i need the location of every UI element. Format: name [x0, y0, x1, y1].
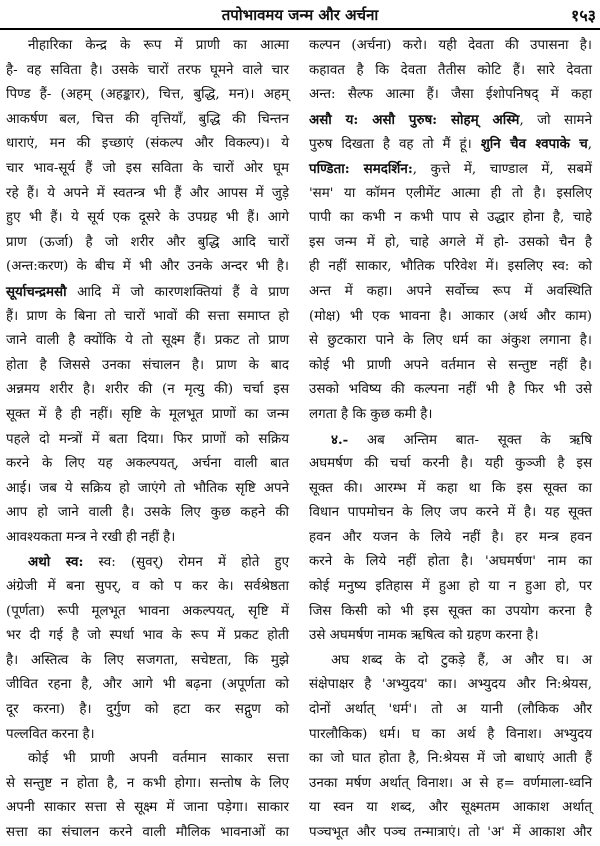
text-segment: आप हो जाने वाली है। उसके लिए कुछ कहने की: [6, 505, 289, 521]
text-line: [6, 354, 289, 379]
text-segment: पल्लवित करना है।: [6, 726, 95, 742]
text-line: [6, 182, 289, 207]
text-segment: हवन और यजन के लिये नहीं है। हर मन्त्र हवन: [309, 529, 592, 545]
text-line: [309, 305, 592, 330]
text-segment: चार भाव-सूर्य हैं जो इस सविता के चारों ओर घूम: [6, 160, 289, 176]
text-segment: (पूर्णता) रूपी मूलभूत भावना अकल्पयत्, सृष्टि में: [6, 603, 289, 619]
text-segment: रहे हैं। ये अपने में स्वतन्त्र भी हैं और आपस में जुड़े: [6, 185, 289, 201]
text-segment: आकर्षण बल, चित्त की वृत्तियाँ, बुद्धि की चिन्तन: [6, 111, 289, 127]
text-segment: उनका मर्षण अर्थात् विनाश। अ से ह= वर्णमाला-ध्वनि: [309, 775, 592, 791]
text-segment: आवश्यकता मन्त्र ने रखी ही नहीं है।: [6, 529, 176, 545]
text-segment: पहले दो मन्त्रों में बता दिया। फिर प्राणों को सक्रिय: [6, 431, 289, 447]
text-segment: है। अस्तित्व के लिए सजगता, सचेष्टता, कि मुझे: [6, 652, 289, 668]
text-segment: या स्वन या शब्द, और सूक्ष्मतम आकाश अर्थात्: [309, 800, 592, 816]
text-line: [6, 698, 289, 723]
text-segment: जिस किसी को भी इस सूक्त का उपयोग करना है: [309, 603, 592, 619]
text-segment: ही नहीं साकार, भौतिक परिवेश में। इसलिए स्व: को: [309, 259, 592, 275]
text-segment: लगता है कि कुछ कमी है।: [309, 406, 433, 422]
text-line: [309, 157, 592, 182]
text-segment: दोनों अर्थात् 'धर्म'। तो अ यानी (लौकिक और: [309, 702, 592, 718]
text-line: [6, 378, 289, 403]
text-line: [6, 428, 289, 453]
text-segment: इस जन्म में हो, चाहे अगले में हो- उसको चैन है: [309, 234, 592, 250]
text-segment: कल्पन (अर्चना) करो। यही देवता की उपासना है।: [309, 38, 592, 53]
text-segment: अन्नमय शरीर है। शरीर की (न मृत्यु की) चर्चा इस: [6, 382, 289, 398]
text-segment: करने के लिये नहीं होता है। 'अघमर्षण' नाम का: [309, 554, 592, 570]
text-segment: , जो सामने: [519, 112, 592, 128]
text-segment: आदि में जो कारणशक्तियां हैं वे प्राण: [66, 284, 289, 300]
bold-text-segment: पण्डिता: समदर्शिन:: [309, 160, 413, 177]
text-line: [6, 34, 289, 59]
text-segment: अन्त: सैल्फ आत्मा हैं। जैसा ईशोपनिषद् में कहा: [309, 87, 592, 103]
text-line: [309, 59, 592, 84]
text-segment: उसको भविष्य की कल्पना नहीं भी है फिर भी उसे: [309, 382, 592, 398]
text-line: [6, 723, 289, 748]
text-line: [309, 206, 592, 231]
text-line: [6, 501, 289, 526]
text-segment: कोई भी प्राणी अपने वर्तमान से सन्तुष्ट नहीं है।: [309, 357, 592, 373]
text-segment: जाने वाली है क्योंकि ये तो सूक्ष्म हैं। प्रकट तो प्राण: [6, 333, 289, 349]
text-line: [6, 59, 289, 84]
text-line: [6, 747, 289, 772]
bold-text-segment: ४.-: [331, 431, 349, 448]
text-line: [309, 624, 592, 649]
text-segment: ,: [587, 137, 593, 153]
text-line: [309, 796, 592, 821]
text-segment: से छुटकारा पाने के लिए धर्म का अंकुश लगाना है।: [309, 333, 592, 349]
text-line: [309, 575, 592, 600]
text-line: [309, 428, 592, 453]
text-line: [6, 821, 289, 846]
text-segment: पिण्ड हैं- (अहम् (अहङ्कार), चित्त, बुद्धि, मन)। अहम्: [6, 87, 289, 103]
text-line: [6, 157, 289, 182]
text-segment: नीहारिका केन्द्र के रूप में प्राणी का आत्मा: [28, 38, 289, 53]
text-segment: (मोक्ष) भी एक भावना है। आकार (अर्थ और काम): [309, 308, 592, 324]
text-line: [309, 83, 592, 108]
text-line: [6, 624, 289, 649]
text-segment: अघ शब्द के दो टुकड़े हैं, अ और घ। अ: [331, 652, 592, 668]
page-number: १५३: [571, 6, 596, 25]
text-line: [309, 452, 592, 477]
bold-text-segment: असौ य: असौ पुरुष: सोहम् अस्मि: [309, 111, 520, 128]
text-segment: पापी का कभी न कभी पाप से उद्धार होना है, चाहे: [309, 210, 592, 226]
text-segment: पञ्चभूत और पञ्च तन्मात्राएं। तो 'अ' में आकाश और: [309, 825, 592, 840]
text-line: [6, 526, 289, 551]
text-line: [309, 772, 592, 797]
running-header: [0, 0, 600, 30]
text-segment: स्व: (सुवर्) रोमन में होते हुए: [83, 555, 289, 571]
text-line: [6, 452, 289, 477]
text-line: [6, 231, 289, 256]
text-line: [309, 526, 592, 551]
text-line: [6, 132, 289, 157]
text-line: [6, 796, 289, 821]
text-segment: उसे अघमर्षण नामक ऋषित्व को ग्रहण करना है।: [309, 628, 539, 644]
text-line: [6, 206, 289, 231]
text-line: [6, 575, 289, 600]
text-line: [6, 649, 289, 674]
text-line: [309, 403, 592, 428]
text-segment: अन्त में कहा। अपने सर्वोच्च रूप में अवस्थिति: [309, 283, 592, 299]
text-segment: सूक्त में है ही नहीं। सृष्टि के मूलभूत प्राणों का जन्म: [6, 406, 289, 422]
bold-text-segment: शुनि चैव श्वपाके च: [480, 136, 588, 153]
left-text-column: [6, 34, 289, 840]
text-line: [6, 83, 289, 108]
text-line: [309, 723, 592, 748]
text-segment: है- वह सविता है। उसके चारों तरफ घूमने वाले चार: [6, 62, 289, 78]
text-line: [309, 550, 592, 575]
right-text-column: [309, 34, 593, 840]
text-line: [309, 182, 592, 207]
text-line: [309, 477, 592, 502]
text-line: [309, 600, 592, 625]
text-segment: आई। जब ये सक्रिय हो जाएंगे तो भौतिक सृष्टि अपने: [6, 480, 289, 496]
text-line: [6, 305, 289, 330]
text-line: [309, 108, 592, 133]
text-segment: विधान पापमोचन के लिए जप करने में है। यह सूक्त: [309, 505, 592, 521]
text-segment: से सन्तुष्ट न होता है, न कभी होगा। सन्तोष के लिए: [6, 775, 289, 791]
text-line: [6, 108, 289, 133]
text-segment: पारलौकिक) धर्म। घ का अर्थ है विनाश। अभ्युदय: [309, 726, 592, 742]
text-segment: पुरुष दिखता है वह तो मैं हूं।: [309, 137, 481, 153]
text-line: [309, 673, 592, 698]
text-segment: कहावत है कि देवता तैतीस कोटि हैं। सारे देवता: [309, 62, 592, 78]
text-segment: (अन्त:करण) के बीच में भी और उनके अन्दर भी है।: [6, 259, 289, 275]
text-line: [6, 477, 289, 502]
text-segment: सत्ता का संचालन करने वाली मौलिक भावनाओं का: [6, 825, 289, 840]
text-line: [6, 673, 289, 698]
text-line: [309, 231, 592, 256]
text-line: [309, 329, 592, 354]
text-line: [6, 600, 289, 625]
text-line: [6, 329, 289, 354]
text-segment: का जो घात होता है, नि:श्रेयस में जो बाधाएं आती हैं: [309, 751, 592, 767]
text-segment: कोई भी प्राणी अपनी वर्तमान साकार सत्ता: [28, 751, 289, 767]
text-segment: हुए भी हैं। ये सूर्य एक दूसरे के उपग्रह भी हैं। आगे: [6, 210, 289, 226]
text-line: [309, 698, 592, 723]
text-segment: भर दी गई है जो स्पर्धा भाव के रूप में प्रकट होती: [6, 628, 289, 644]
text-segment: सूक्त की। आरम्भ में कहा था कि इस सूक्त का: [309, 480, 592, 496]
text-segment: होता है जिससे उनका संचालन है। प्राण के बाद: [6, 357, 289, 373]
text-segment: प्राण (ऊर्जा) है जो शरीर और बुद्धि आदि चारों: [6, 234, 289, 250]
text-segment: 'सम' या कॉमन एलीमेंट आत्मा ही तो है। इसलिए: [309, 185, 592, 201]
text-line: [309, 747, 592, 772]
text-line: [6, 772, 289, 797]
text-segment: अपनी साकार सत्ता से सूक्ष्म में जाना पड़ेगा। साकार: [6, 800, 289, 816]
text-segment: अघमर्षण की चर्चा करनी है। यही कुञ्जी है इस: [309, 456, 592, 472]
text-segment: धाराएं, मन की इच्छाएं (संकल्प और विकल्प)। ये: [6, 136, 289, 152]
text-segment: अंग्रेजी में बना सुपर्, व को प कर के। सर्वश्रेष्ठता: [6, 579, 289, 595]
text-line: [309, 378, 592, 403]
text-line: [6, 280, 289, 305]
text-line: [309, 354, 592, 379]
text-line: [309, 280, 592, 305]
bold-text-segment: सूर्याचन्द्रमसौ: [6, 283, 67, 300]
text-line: [309, 821, 592, 846]
text-segment: कोई मनुष्य इतिहास में हुआ हो या न हुआ हो, पर: [309, 579, 592, 595]
text-line: [6, 550, 289, 575]
text-line: [309, 649, 592, 674]
text-line: [309, 132, 592, 157]
header-title: तपोभावमय जन्म और अर्चना: [221, 6, 379, 24]
text-segment: हैं। प्राण के बिना तो चारों भावों की सत्ता समाप्त हो: [6, 308, 289, 324]
text-line: [309, 501, 592, 526]
text-segment: अब अन्तिम बात- सूक्त के ऋषि: [348, 432, 592, 448]
text-segment: संक्षेपाक्षर है 'अभ्युदय' का। अभ्युदय और नि:श्रेयस,: [309, 677, 592, 693]
text-segment: , कुत्ते में, चाण्डाल में, सबमें: [412, 161, 592, 177]
text-line: [6, 403, 289, 428]
text-segment: दूर करना) है। दुर्गुण को हटा कर सद्गुण को: [6, 702, 289, 718]
bold-text-segment: अथो स्व:: [28, 554, 84, 571]
text-segment: जीवित रहना है, और आगे भी बढ़ना (अपूर्णता को: [6, 677, 289, 693]
text-segment: करने के लिए यह अकल्पयत्, अर्चना वाली बात: [6, 456, 289, 472]
text-line: [309, 255, 592, 280]
text-line: [309, 34, 592, 59]
text-line: [6, 255, 289, 280]
